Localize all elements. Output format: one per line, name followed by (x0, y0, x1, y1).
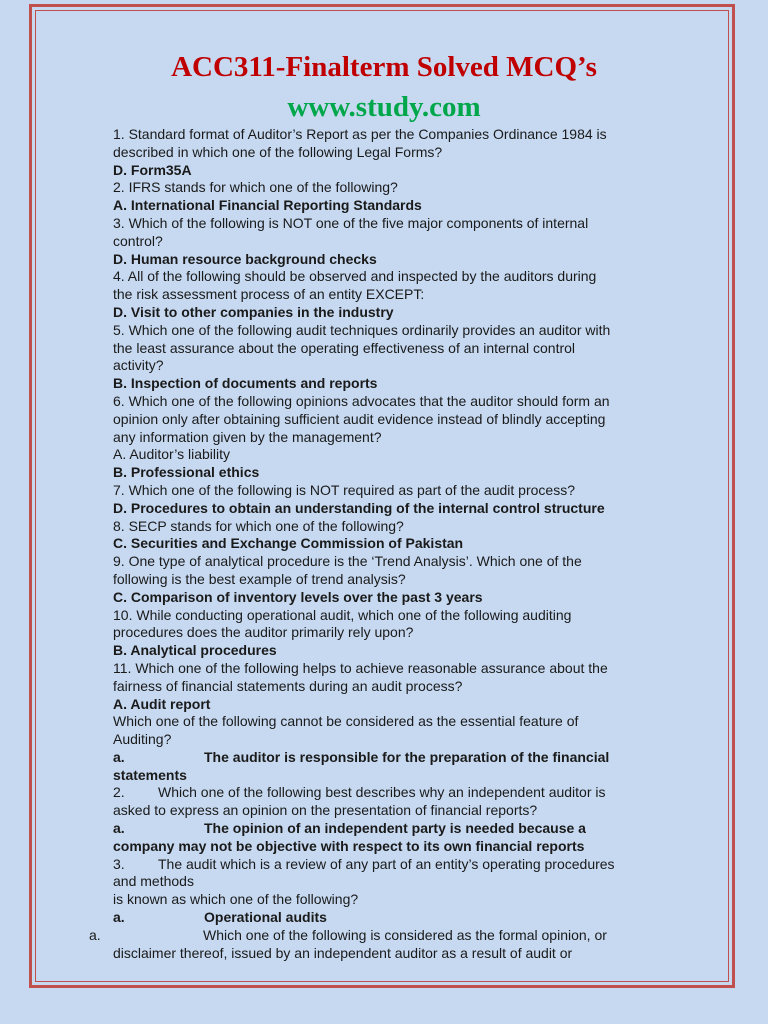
question-text: fairness of financial statements during an audit process? (113, 677, 463, 694)
list-marker: 3. (113, 855, 125, 872)
question-text (113, 856, 658, 874)
document-title: ACC311-Finalterm Solved MCQ’s (171, 51, 597, 83)
answer-text (113, 909, 658, 927)
question-body: The audit which is a review of any part of an entity’s operating procedures (158, 855, 615, 872)
question-text: the risk assessment process of an entity EXCEPT: (113, 286, 425, 303)
list-marker: 2. (113, 784, 125, 801)
answer-text: D. Visit to other companies in the industry (113, 303, 394, 320)
answer-text: statements (113, 766, 187, 783)
answer-text: B. Inspection of documents and reports (113, 375, 378, 392)
question-text: 11. Which one of the following helps to achieve reasonable assurance about the (113, 659, 608, 676)
answer-text: D. Procedures to obtain an understanding of the internal control structure (113, 499, 605, 516)
question-text: asked to express an opinion on the presentation of financial reports? (113, 802, 538, 819)
question-text: control? (113, 232, 163, 249)
question-text: is known as which one of the following? (113, 891, 359, 908)
answer-text: C. Securities and Exchange Commission of Pakistan (113, 535, 464, 552)
question-text: 2. IFRS stands for which one of the following? (113, 179, 398, 196)
answer-body: Operational audits (204, 909, 327, 926)
list-marker: a. (113, 909, 125, 926)
question-text: the least assurance about the operating effectiveness of an internal control (113, 339, 576, 356)
list-marker: a. (113, 820, 125, 837)
website-link[interactable]: www.study.com (287, 91, 481, 123)
answer-text (113, 749, 658, 767)
question-text: described in which one of the following Legal Forms? (113, 143, 443, 160)
question-text: 7. Which one of the following is NOT required as part of the audit process? (113, 481, 575, 498)
question-text: Auditing? (113, 731, 172, 748)
question-text: 8. SECP stands for which one of the following? (113, 517, 404, 534)
question-text: 3. Which of the following is NOT one of the five major components of internal (113, 214, 589, 231)
question-text: Which one of the following cannot be considered as the essential feature of (113, 713, 579, 730)
question-text: 10. While conducting operational audit, which one of the following auditing (113, 606, 572, 623)
answer-text: A. Audit report (113, 695, 211, 712)
question-text: 9. One type of analytical procedure is the ‘Trend Analysis’. Which one of the (113, 553, 582, 570)
question-body: Which one of the following best describes why an independent auditor is (158, 784, 606, 801)
question-text (89, 927, 658, 945)
question-text (113, 784, 658, 802)
answer-text: A. International Financial Reporting Standards (113, 197, 422, 214)
answer-text: company may not be objective with respect to its own financial reports (113, 837, 585, 854)
list-marker: a. (113, 748, 125, 765)
answer-text: B. Professional ethics (113, 464, 260, 481)
question-text: 1. Standard format of Auditor’s Report as per the Companies Ordinance 1984 is (113, 126, 607, 142)
answer-text: B. Analytical procedures (113, 642, 277, 659)
question-text: disclaimer thereof, issued by an independent auditor as a result of audit or (113, 944, 573, 961)
answer-text (113, 820, 658, 838)
question-text: activity? (113, 357, 164, 374)
answer-text: D. Human resource background checks (113, 250, 377, 267)
question-text: 6. Which one of the following opinions advocates that the auditor should form an (113, 392, 610, 409)
list-marker: a. (89, 926, 101, 943)
question-text: 5. Which one of the following audit techniques ordinarily provides an auditor with (113, 321, 611, 338)
question-text: 4. All of the following should be observed and inspected by the auditors during (113, 268, 597, 285)
question-text: any information given by the management? (113, 428, 382, 445)
mcq-content (89, 126, 658, 962)
question-body: Which one of the following is considered as the formal opinion, or (203, 926, 607, 943)
answer-text: D. Form35A (113, 161, 192, 178)
answer-text: C. Comparison of inventory levels over the past 3 years (113, 588, 483, 605)
question-text: and methods (113, 873, 194, 890)
question-text: following is the best example of trend analysis? (113, 570, 406, 587)
question-text: opinion only after obtaining sufficient audit evidence instead of blindly accepting (113, 410, 606, 427)
option-text: A. Auditor’s liability (113, 446, 230, 463)
question-text: procedures does the auditor primarily rely upon? (113, 624, 414, 641)
answer-body: The auditor is responsible for the preparation of the financial (204, 748, 610, 765)
answer-body: The opinion of an independent party is needed because a (204, 820, 586, 837)
